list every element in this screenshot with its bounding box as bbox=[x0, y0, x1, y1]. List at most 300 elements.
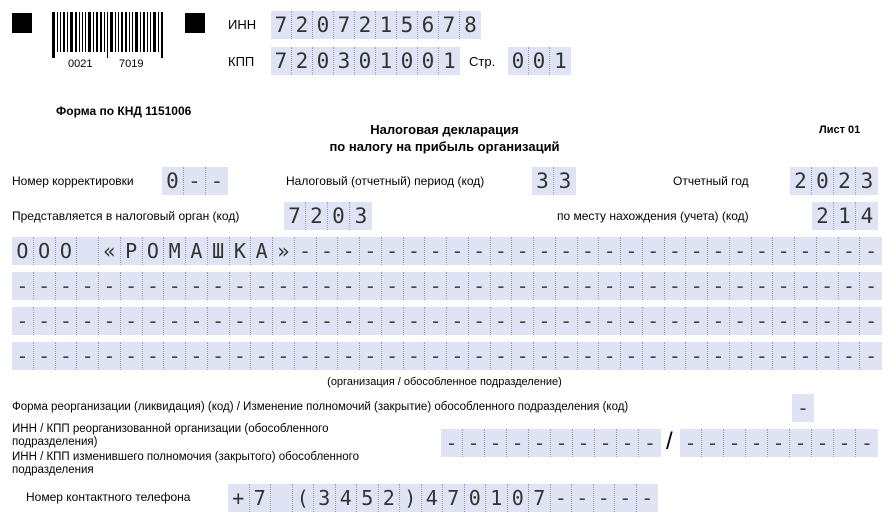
input-cell[interactable]: - bbox=[208, 307, 230, 335]
input-cell[interactable]: - bbox=[338, 342, 360, 370]
input-cell[interactable]: 3 bbox=[554, 167, 576, 195]
input-cell[interactable]: - bbox=[512, 237, 534, 265]
input-cell[interactable]: - bbox=[643, 342, 665, 370]
input-cell[interactable]: - bbox=[251, 342, 273, 370]
input-cell[interactable]: - bbox=[665, 272, 687, 300]
barcode-bar bbox=[52, 12, 55, 58]
organization-row-1[interactable] bbox=[12, 237, 882, 265]
input-cell[interactable]: 0 bbox=[313, 47, 334, 75]
input-cell[interactable]: - bbox=[12, 272, 34, 300]
input-cell[interactable]: - bbox=[425, 237, 447, 265]
input-cell[interactable]: 8 bbox=[460, 11, 481, 39]
input-cell[interactable]: - bbox=[534, 342, 556, 370]
barcode-bar bbox=[60, 12, 61, 52]
input-cell[interactable]: - bbox=[534, 307, 556, 335]
input-cell[interactable]: 7 bbox=[443, 484, 465, 512]
input-cell[interactable]: - bbox=[34, 272, 56, 300]
input-cell[interactable]: - bbox=[12, 342, 34, 370]
input-cell[interactable]: - bbox=[317, 342, 339, 370]
input-cell[interactable]: К bbox=[230, 237, 252, 265]
input-cell[interactable]: + bbox=[228, 484, 250, 512]
correction-cells[interactable] bbox=[162, 167, 228, 195]
barcode-bar bbox=[79, 12, 80, 52]
input-cell[interactable]: ) bbox=[400, 484, 422, 512]
input-cell[interactable]: - bbox=[839, 272, 861, 300]
period-label: Налоговый (отчетный) период (код) bbox=[286, 174, 485, 188]
input-cell[interactable]: - bbox=[99, 307, 121, 335]
input-cell[interactable]: - bbox=[382, 307, 404, 335]
location-cells[interactable] bbox=[812, 202, 878, 230]
input-cell[interactable]: - bbox=[839, 307, 861, 335]
tax-authority-label: Представляется в налоговый орган (код) bbox=[12, 209, 240, 223]
input-cell[interactable]: А bbox=[186, 237, 208, 265]
input-cell[interactable]: - bbox=[839, 237, 861, 265]
input-cell[interactable]: - bbox=[338, 237, 360, 265]
barcode-bar bbox=[135, 12, 138, 52]
input-cell[interactable]: А bbox=[251, 237, 273, 265]
input-cell[interactable]: - bbox=[529, 429, 551, 457]
input-cell[interactable] bbox=[77, 237, 99, 265]
input-cell[interactable]: 0 bbox=[465, 484, 487, 512]
input-cell[interactable]: 2 bbox=[355, 11, 376, 39]
input-cell[interactable]: - bbox=[730, 342, 752, 370]
input-cell[interactable]: 0 bbox=[508, 484, 530, 512]
input-cell[interactable]: - bbox=[817, 272, 839, 300]
input-cell[interactable]: - bbox=[186, 272, 208, 300]
input-cell[interactable]: 2 bbox=[292, 47, 313, 75]
input-cell[interactable]: 3 bbox=[314, 484, 336, 512]
input-cell[interactable]: - bbox=[338, 307, 360, 335]
input-cell[interactable]: - bbox=[578, 272, 600, 300]
input-cell[interactable]: - bbox=[143, 342, 165, 370]
input-cell[interactable]: - bbox=[273, 342, 295, 370]
barcode-bar bbox=[107, 12, 108, 58]
input-cell[interactable]: 5 bbox=[397, 11, 418, 39]
barcode-bar bbox=[93, 12, 94, 52]
input-cell[interactable]: - bbox=[795, 342, 817, 370]
input-cell[interactable]: - bbox=[773, 342, 795, 370]
input-cell[interactable]: - bbox=[491, 342, 513, 370]
input-cell[interactable]: - bbox=[702, 429, 724, 457]
declaration-subtitle: по налогу на прибыль организаций bbox=[329, 139, 560, 154]
input-cell[interactable]: - bbox=[360, 342, 382, 370]
input-cell[interactable]: - bbox=[230, 342, 252, 370]
input-cell[interactable]: - bbox=[773, 307, 795, 335]
input-cell[interactable]: - bbox=[56, 307, 78, 335]
input-cell[interactable]: « bbox=[99, 237, 121, 265]
input-cell[interactable]: - bbox=[795, 272, 817, 300]
input-cell[interactable]: - bbox=[621, 272, 643, 300]
input-cell[interactable]: - bbox=[730, 307, 752, 335]
input-cell[interactable]: 1 bbox=[439, 47, 460, 75]
input-cell[interactable]: - bbox=[595, 429, 617, 457]
input-cell[interactable]: 2 bbox=[379, 484, 401, 512]
input-cell[interactable]: - bbox=[621, 342, 643, 370]
input-cell[interactable]: - bbox=[708, 307, 730, 335]
input-cell[interactable]: - bbox=[447, 342, 469, 370]
input-cell[interactable]: - bbox=[556, 307, 578, 335]
input-cell[interactable]: - bbox=[485, 429, 507, 457]
input-cell[interactable]: - bbox=[752, 237, 774, 265]
input-cell[interactable]: - bbox=[556, 237, 578, 265]
input-cell[interactable]: - bbox=[491, 307, 513, 335]
input-cell[interactable]: - bbox=[768, 429, 790, 457]
barcode-bar bbox=[57, 12, 58, 52]
input-cell[interactable]: - bbox=[730, 272, 752, 300]
input-cell[interactable]: - bbox=[99, 272, 121, 300]
input-cell[interactable]: - bbox=[230, 307, 252, 335]
input-cell[interactable]: 3 bbox=[334, 47, 355, 75]
input-cell[interactable]: - bbox=[12, 307, 34, 335]
input-cell[interactable]: 1 bbox=[376, 11, 397, 39]
input-cell[interactable]: - bbox=[752, 272, 774, 300]
input-cell[interactable]: - bbox=[730, 237, 752, 265]
input-cell[interactable]: - bbox=[77, 342, 99, 370]
barcode-bar bbox=[158, 12, 159, 52]
input-cell[interactable]: - bbox=[121, 272, 143, 300]
phone-label: Номер контактного телефона bbox=[26, 490, 191, 504]
barcode-bar bbox=[125, 12, 127, 52]
input-cell[interactable]: 7 bbox=[334, 11, 355, 39]
alignment-marker-right bbox=[185, 13, 205, 33]
input-cell[interactable]: - bbox=[491, 272, 513, 300]
input-cell[interactable]: 2 bbox=[790, 167, 812, 195]
input-cell[interactable]: 0 bbox=[313, 11, 334, 39]
input-cell[interactable]: - bbox=[273, 272, 295, 300]
input-cell[interactable]: - bbox=[34, 342, 56, 370]
input-cell[interactable]: - bbox=[708, 237, 730, 265]
input-cell[interactable]: - bbox=[230, 272, 252, 300]
input-cell[interactable]: - bbox=[382, 272, 404, 300]
input-cell[interactable]: 7 bbox=[284, 202, 306, 230]
input-cell[interactable]: - bbox=[164, 307, 186, 335]
inn-kpp-reorg-label-4: подразделения bbox=[12, 464, 94, 476]
phone-cells[interactable] bbox=[228, 484, 658, 512]
reorg-cells[interactable] bbox=[792, 394, 814, 422]
input-cell[interactable]: - bbox=[77, 307, 99, 335]
input-cell[interactable]: - bbox=[686, 307, 708, 335]
input-cell[interactable]: - bbox=[34, 307, 56, 335]
input-cell[interactable]: - bbox=[817, 342, 839, 370]
input-cell[interactable]: - bbox=[469, 307, 491, 335]
input-cell[interactable]: - bbox=[507, 429, 529, 457]
input-cell[interactable]: 2 bbox=[834, 167, 856, 195]
barcode-bar bbox=[150, 12, 151, 52]
input-cell[interactable]: О bbox=[34, 237, 56, 265]
input-cell[interactable]: 0 bbox=[812, 167, 834, 195]
page-cells[interactable] bbox=[508, 47, 571, 75]
input-cell[interactable]: 5 bbox=[357, 484, 379, 512]
inn-cells[interactable] bbox=[271, 11, 481, 39]
input-cell[interactable]: - bbox=[317, 307, 339, 335]
barcode-bar bbox=[88, 12, 91, 52]
input-cell[interactable]: 1 bbox=[486, 484, 508, 512]
reorg-label: Форма реорганизации (ликвидация) (код) / Изменение полномочий (закрытие) обособленного подразделения (код) bbox=[12, 401, 629, 413]
input-cell[interactable]: - bbox=[273, 307, 295, 335]
declaration-title: Налоговая декларация bbox=[370, 122, 519, 137]
input-cell[interactable]: - bbox=[686, 342, 708, 370]
input-cell[interactable]: 0 bbox=[418, 47, 439, 75]
input-cell[interactable]: - bbox=[594, 484, 616, 512]
barcode-bar bbox=[143, 12, 145, 52]
input-cell[interactable]: - bbox=[404, 272, 426, 300]
input-cell[interactable]: - bbox=[621, 307, 643, 335]
barcode-bar bbox=[118, 12, 119, 52]
input-cell[interactable]: - bbox=[469, 237, 491, 265]
input-cell[interactable]: - bbox=[599, 307, 621, 335]
input-cell[interactable]: - bbox=[746, 429, 768, 457]
year-label: Отчетный год bbox=[673, 174, 749, 188]
input-cell[interactable]: - bbox=[680, 429, 702, 457]
input-cell[interactable]: - bbox=[184, 167, 206, 195]
input-cell[interactable]: - bbox=[317, 272, 339, 300]
input-cell[interactable]: - bbox=[382, 237, 404, 265]
input-cell[interactable]: - bbox=[512, 272, 534, 300]
input-cell[interactable]: - bbox=[817, 307, 839, 335]
input-cell[interactable]: - bbox=[491, 237, 513, 265]
form-code: Форма по КНД 1151006 bbox=[56, 104, 192, 118]
input-cell[interactable]: - bbox=[164, 342, 186, 370]
input-cell[interactable]: - bbox=[404, 307, 426, 335]
organization-row-3[interactable] bbox=[12, 307, 882, 335]
barcode-bar bbox=[63, 12, 65, 52]
barcode-bar bbox=[70, 12, 73, 52]
input-cell[interactable]: - bbox=[143, 307, 165, 335]
inn-label: ИНН bbox=[228, 17, 257, 32]
input-cell[interactable]: - bbox=[121, 307, 143, 335]
input-cell[interactable]: - bbox=[447, 237, 469, 265]
input-cell[interactable]: 7 bbox=[271, 11, 292, 39]
input-cell[interactable]: - bbox=[792, 394, 814, 422]
input-cell[interactable]: 7 bbox=[250, 484, 272, 512]
input-cell[interactable]: - bbox=[441, 429, 463, 457]
input-cell[interactable]: 7 bbox=[439, 11, 460, 39]
input-cell[interactable]: - bbox=[686, 237, 708, 265]
input-cell[interactable]: - bbox=[860, 237, 882, 265]
barcode-bar bbox=[161, 12, 163, 58]
input-cell[interactable]: - bbox=[773, 237, 795, 265]
input-cell[interactable]: - bbox=[665, 237, 687, 265]
barcode-bar bbox=[153, 12, 156, 52]
input-cell[interactable]: 3 bbox=[350, 202, 372, 230]
input-cell[interactable]: - bbox=[186, 342, 208, 370]
input-cell[interactable]: - bbox=[795, 307, 817, 335]
input-cell[interactable]: - bbox=[708, 272, 730, 300]
input-cell[interactable]: - bbox=[186, 307, 208, 335]
input-cell[interactable]: - bbox=[56, 272, 78, 300]
input-cell[interactable]: - bbox=[425, 272, 447, 300]
input-cell[interactable]: 0 bbox=[162, 167, 184, 195]
input-cell[interactable]: - bbox=[599, 272, 621, 300]
input-cell[interactable]: 0 bbox=[328, 202, 350, 230]
input-cell[interactable]: - bbox=[578, 342, 600, 370]
input-cell[interactable]: - bbox=[360, 272, 382, 300]
period-cells[interactable] bbox=[532, 167, 576, 195]
reorg-kpp-cells[interactable] bbox=[680, 429, 878, 457]
input-cell[interactable]: - bbox=[469, 342, 491, 370]
barcode-left-number: 0021 bbox=[68, 58, 93, 70]
input-cell[interactable]: - bbox=[752, 342, 774, 370]
input-cell[interactable]: - bbox=[251, 272, 273, 300]
barcode-bar bbox=[121, 12, 123, 52]
input-cell[interactable]: - bbox=[752, 307, 774, 335]
barcode-bar bbox=[129, 12, 130, 52]
barcode-bar bbox=[100, 12, 102, 52]
input-cell[interactable]: - bbox=[338, 272, 360, 300]
input-cell[interactable]: - bbox=[164, 272, 186, 300]
input-cell[interactable]: - bbox=[795, 237, 817, 265]
input-cell[interactable]: 2 bbox=[812, 202, 834, 230]
input-cell[interactable]: - bbox=[121, 342, 143, 370]
kpp-cells[interactable] bbox=[271, 47, 460, 75]
input-cell[interactable]: 1 bbox=[550, 47, 571, 75]
input-cell[interactable]: - bbox=[534, 272, 556, 300]
input-cell[interactable]: - bbox=[599, 342, 621, 370]
input-cell[interactable]: - bbox=[615, 484, 637, 512]
input-cell[interactable]: О bbox=[143, 237, 165, 265]
input-cell[interactable]: - bbox=[512, 342, 534, 370]
input-cell[interactable]: - bbox=[724, 429, 746, 457]
input-cell[interactable]: 2 bbox=[306, 202, 328, 230]
input-cell[interactable]: 0 bbox=[529, 47, 550, 75]
input-cell[interactable]: - bbox=[143, 272, 165, 300]
input-cell[interactable]: ( bbox=[293, 484, 315, 512]
input-cell[interactable]: - bbox=[295, 272, 317, 300]
barcode-bar bbox=[147, 12, 148, 52]
barcode-bar bbox=[67, 12, 68, 52]
input-cell[interactable]: - bbox=[469, 272, 491, 300]
input-cell[interactable]: - bbox=[643, 272, 665, 300]
input-cell[interactable]: - bbox=[839, 342, 861, 370]
input-cell[interactable]: 6 bbox=[418, 11, 439, 39]
input-cell[interactable]: 4 bbox=[336, 484, 358, 512]
reorg-inn-cells[interactable] bbox=[441, 429, 661, 457]
barcode-bar bbox=[132, 12, 133, 52]
input-cell[interactable]: 0 bbox=[355, 47, 376, 75]
input-cell[interactable]: 0 bbox=[508, 47, 529, 75]
input-cell[interactable]: - bbox=[404, 342, 426, 370]
input-cell[interactable]: - bbox=[665, 342, 687, 370]
input-cell[interactable]: 1 bbox=[834, 202, 856, 230]
input-cell[interactable]: 0 bbox=[397, 47, 418, 75]
input-cell[interactable]: - bbox=[404, 237, 426, 265]
input-cell[interactable]: - bbox=[599, 237, 621, 265]
input-cell[interactable]: - bbox=[463, 429, 485, 457]
input-cell[interactable]: 7 bbox=[271, 47, 292, 75]
input-cell[interactable]: - bbox=[773, 272, 795, 300]
input-cell[interactable]: О bbox=[56, 237, 78, 265]
input-cell[interactable]: - bbox=[860, 342, 882, 370]
barcode-bar bbox=[110, 12, 113, 52]
organization-row-4[interactable] bbox=[12, 342, 882, 370]
input-cell[interactable]: 1 bbox=[376, 47, 397, 75]
inn-kpp-reorg-label-1: ИНН / КПП реорганизованной организации (обособленного bbox=[12, 423, 329, 435]
input-cell[interactable]: - bbox=[360, 237, 382, 265]
input-cell[interactable]: 4 bbox=[422, 484, 444, 512]
input-cell[interactable]: - bbox=[295, 307, 317, 335]
organization-row-2[interactable] bbox=[12, 272, 882, 300]
input-cell[interactable]: - bbox=[512, 307, 534, 335]
input-cell[interactable]: - bbox=[708, 342, 730, 370]
input-cell[interactable]: - bbox=[817, 237, 839, 265]
input-cell[interactable]: - bbox=[360, 307, 382, 335]
input-cell[interactable]: - bbox=[686, 272, 708, 300]
input-cell[interactable]: - bbox=[56, 342, 78, 370]
correction-label: Номер корректировки bbox=[12, 174, 134, 188]
input-cell[interactable]: - bbox=[860, 307, 882, 335]
input-cell[interactable]: - bbox=[643, 237, 665, 265]
year-cells[interactable] bbox=[790, 167, 878, 195]
input-cell[interactable]: - bbox=[834, 429, 856, 457]
input-cell[interactable]: О bbox=[12, 237, 34, 265]
inn-kpp-separator: / bbox=[666, 428, 673, 455]
barcode-bar bbox=[140, 12, 141, 52]
barcode-bar bbox=[115, 12, 116, 52]
input-cell[interactable]: 2 bbox=[292, 11, 313, 39]
input-cell[interactable]: - bbox=[637, 484, 659, 512]
input-cell[interactable]: - bbox=[208, 272, 230, 300]
input-cell[interactable]: - bbox=[643, 307, 665, 335]
input-cell[interactable]: 7 bbox=[529, 484, 551, 512]
input-cell[interactable]: » bbox=[273, 237, 295, 265]
sheet-number: Лист 01 bbox=[819, 124, 861, 136]
input-cell[interactable]: - bbox=[617, 429, 639, 457]
input-cell[interactable]: - bbox=[812, 429, 834, 457]
input-cell[interactable]: - bbox=[251, 307, 273, 335]
input-cell[interactable]: - bbox=[295, 342, 317, 370]
input-cell[interactable]: - bbox=[639, 429, 661, 457]
input-cell[interactable]: - bbox=[551, 429, 573, 457]
organization-caption: (организация / обособленное подразделение) bbox=[327, 376, 562, 388]
input-cell[interactable]: - bbox=[208, 342, 230, 370]
input-cell[interactable]: - bbox=[447, 307, 469, 335]
input-cell[interactable]: - bbox=[99, 342, 121, 370]
input-cell[interactable]: 3 bbox=[532, 167, 554, 195]
input-cell[interactable]: - bbox=[790, 429, 812, 457]
input-cell[interactable]: - bbox=[206, 167, 228, 195]
input-cell[interactable]: Ш bbox=[208, 237, 230, 265]
input-cell[interactable]: - bbox=[860, 272, 882, 300]
input-cell[interactable]: - bbox=[578, 237, 600, 265]
input-cell[interactable]: - bbox=[578, 307, 600, 335]
input-cell[interactable]: - bbox=[556, 272, 578, 300]
input-cell[interactable]: - bbox=[556, 342, 578, 370]
barcode-bar bbox=[75, 12, 77, 52]
barcode-bar bbox=[96, 12, 98, 52]
input-cell[interactable]: - bbox=[295, 237, 317, 265]
input-cell[interactable]: - bbox=[425, 307, 447, 335]
input-cell[interactable]: - bbox=[534, 237, 556, 265]
input-cell[interactable]: 4 bbox=[856, 202, 878, 230]
input-cell[interactable]: М bbox=[164, 237, 186, 265]
input-cell[interactable]: - bbox=[382, 342, 404, 370]
input-cell[interactable]: Р bbox=[121, 237, 143, 265]
input-cell[interactable]: - bbox=[573, 429, 595, 457]
input-cell[interactable]: - bbox=[425, 342, 447, 370]
tax-authority-cells[interactable] bbox=[284, 202, 372, 230]
input-cell[interactable]: - bbox=[77, 272, 99, 300]
input-cell[interactable]: 3 bbox=[856, 167, 878, 195]
input-cell[interactable]: - bbox=[447, 272, 469, 300]
input-cell[interactable] bbox=[271, 484, 293, 512]
input-cell[interactable]: - bbox=[621, 237, 643, 265]
input-cell[interactable]: - bbox=[551, 484, 573, 512]
input-cell[interactable]: - bbox=[856, 429, 878, 457]
input-cell[interactable]: - bbox=[572, 484, 594, 512]
input-cell[interactable]: - bbox=[317, 237, 339, 265]
kpp-label: КПП bbox=[228, 54, 255, 69]
input-cell[interactable]: - bbox=[665, 307, 687, 335]
